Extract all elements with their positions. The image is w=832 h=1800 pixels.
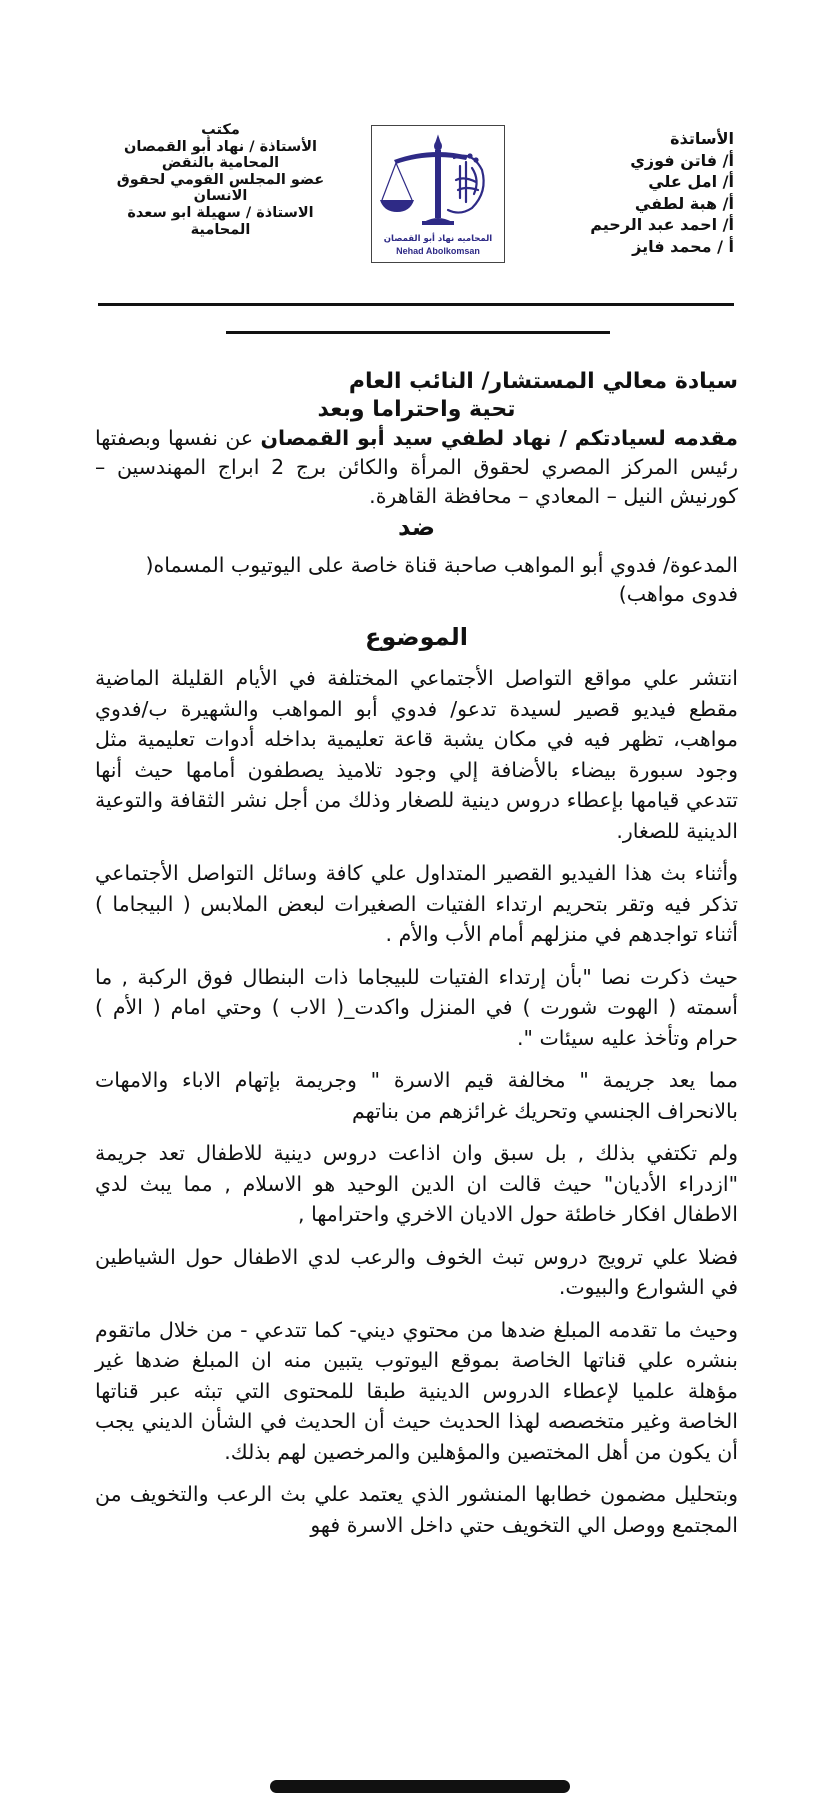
- letterhead: [98, 122, 734, 282]
- office-line: الأستاذة / نهاد أبو القمصان: [124, 138, 317, 155]
- staff-member: أ/ فاتن فوزي: [630, 150, 734, 170]
- staff-block: [544, 128, 734, 257]
- office-block: [98, 122, 343, 238]
- office-line: المحامية بالنقض: [161, 155, 280, 172]
- body-paragraph: فضلا علي ترويج دروس تبث الخوف والرعب لدي الاطفال حول الشياطين في الشوارع والبيوت.: [95, 1244, 738, 1299]
- intro-text: عن نفسها وبصفتها رئيس المركز المصري لحقوق المرأة والكائن برج 2 ابراج المهندسين – كورنيش النيل – المعادي – محافظة القاهرة.: [95, 426, 738, 508]
- addressee: سيادة معالي المستشار/ النائب العام: [348, 369, 738, 394]
- staff-member: أ/ احمد عبد الرحيم: [590, 215, 734, 234]
- body-paragraph: وحيث ما تقدمه المبلغ ضدها من محتوي ديني- كما تتدعي - من خلال ماتقوم بنشره علي قناتها الخاصة بموقع اليوتوب يتبين منه ان المبلغ ضدها غير مؤهلة علميا لإعطاء الدروس الدينية طبقا للمحتوى التي تبثه عبر قناتها الخاصة وغير متخصصه لهذا الحديث حيث أن الحديث في الشأن الديني يجب أن يكون من أهل المختصين والمؤهلين والمرخصين لهم بذلك.: [95, 1317, 738, 1464]
- petitioner-name: مقدمه لسيادتكم / نهاد لطفي سيد أبو القمصان: [260, 426, 738, 450]
- body-paragraph: مما يعد جريمة " مخالفة قيم الاسرة " وجريمة بإتهام الاباء والامهات بالانحراف الجنسي وتحريك غرائزهم من بناتهم: [95, 1068, 738, 1123]
- header-divider: [98, 303, 734, 306]
- firm-logo: [371, 125, 505, 263]
- office-line: عضو المجلس القومي لحقوق: [116, 171, 325, 188]
- office-line: الاستاذة / سهيلة ابو سعدة: [127, 204, 314, 221]
- office-line: مكتب: [201, 122, 240, 138]
- staff-member: أ / محمد فايز: [632, 236, 734, 256]
- header-divider-short: [226, 331, 610, 334]
- logo-arabic-caption: المحاميه نهاد أبو القمصان: [383, 234, 493, 244]
- body-paragraph: ولم تكتفي بذلك , بل سبق وان اذاعت دروس دينية للاطفال تعد جريمة "ازدراء الأديان" حيث قالت ان الدين الوحيد هو الاسلام , مما يبث لدي الاطفال افكار خاطئة حول الاديان الاخري واحترامها ,: [95, 1141, 738, 1226]
- body-paragraph: وبتحليل مضمون خطابها المنشور الذي يعتمد علي بث الرعب والتخويف من المجتمع ووصل الي التخويف حتي داخل الاسرة فهو: [95, 1482, 738, 1537]
- logo-english-caption: Nehad Abolkomsan: [396, 246, 480, 256]
- scales-of-justice-icon: [376, 130, 500, 234]
- letter-body: [95, 368, 738, 1552]
- greeting: تحية واحتراما وبعد: [317, 397, 516, 422]
- office-line: الانسان: [193, 188, 248, 205]
- against-label: ضد: [397, 513, 436, 541]
- body-paragraph: انتشر علي مواقع التواصل الأجتماعي المختلفة في الأيام القليلة الماضية مقطع فيديو قصير لسيدة تدعو/ فدوي أبو المواهب والشهيرة ب/فدوي مواهب، تظهر فيه في مكان يشبة قاعة تعليمية بداخله أدوات تعليمية مثل وجود سبورة بيضاء بالأضافة إلي وجود تلاميذ يصطفون أمامها حيث أنها تتدعي قيامها بإعطاء دروس دينية للصغار وذلك من أجل نشر الثقافة والتوعية الدينية للصغار.: [95, 666, 738, 843]
- defendant: المدعوة/ فدوي أبو المواهب صاحبة قناة خاصة على اليوتيوب المسماه( فدوى مواهب): [145, 553, 738, 606]
- body-paragraph: وأثناء بث هذا الفيديو القصير المتداول علي كافة وسائل التواصل الأجتماعي تذكر فيه وتقر بتحريم ارتداء الفتيات الصغيرات لبعض الملابس ( البيجاما ) أثناء تواجدهم في منزلهم أمام الأب والأم .: [95, 861, 738, 946]
- staff-title: الأساتذة: [670, 129, 734, 148]
- staff-member: أ/ هبة لطفي: [634, 193, 734, 213]
- redaction-mark: [270, 1780, 570, 1793]
- subject-heading: الموضوع: [364, 623, 468, 651]
- office-line: المحامية: [190, 221, 251, 238]
- body-paragraph: حيث ذكرت نصا "بأن إرتداء الفتيات للبيجاما ذات البنطال فوق الركبة , ما أسمته ( الهوت شورت ) في المنزل واكدت_( الاب ) وحتي امام ( الأم ) حرام وتأخذ عليه سيئات ".: [95, 964, 738, 1050]
- staff-member: أ/ امل علي: [648, 172, 734, 191]
- intro-paragraph: [95, 424, 738, 511]
